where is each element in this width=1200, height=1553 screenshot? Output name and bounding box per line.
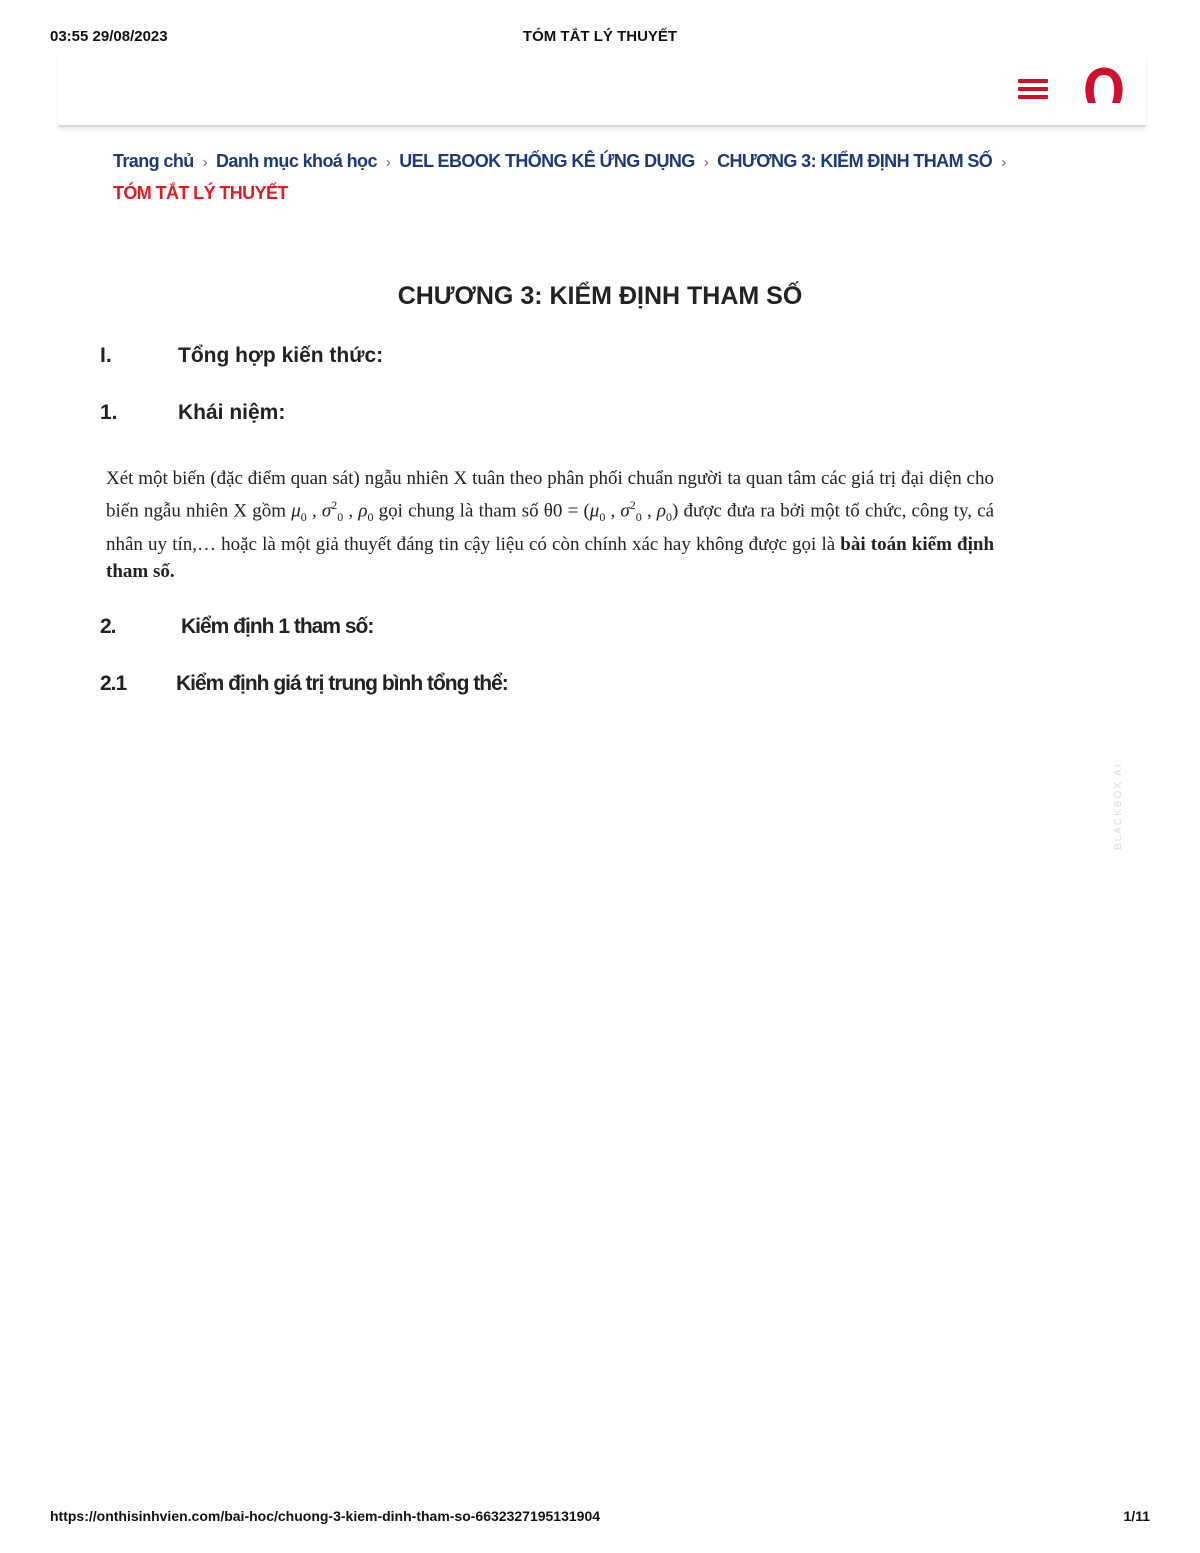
section-number: 2.1 xyxy=(100,672,127,695)
sigma-symbol: σ xyxy=(620,500,630,522)
breadcrumb-home-link[interactable]: Trang chủ xyxy=(113,151,194,171)
section-heading xyxy=(100,672,508,696)
paragraph-text: gọi chung là tham số θ0 = ( xyxy=(378,500,590,522)
print-datetime: 03:55 29/08/2023 xyxy=(50,28,168,45)
breadcrumb-current: TÓM TẮT LÝ THUYẾT xyxy=(113,183,288,203)
section-label: Kiểm định 1 tham số: xyxy=(181,615,374,638)
site-topbar xyxy=(58,55,1146,127)
comma: , xyxy=(348,500,354,522)
subscript: 0 xyxy=(666,510,673,525)
breadcrumb-course-catalog-link[interactable]: Danh mục khoá học xyxy=(216,151,377,171)
section-number: I. xyxy=(100,344,112,367)
section-number: 1. xyxy=(100,401,118,424)
rho-symbol: ρ xyxy=(656,500,667,522)
print-url: https://onthisinhvien.com/bai-hoc/chuong-3-kiem-dinh-tham-so-6632327195131904 xyxy=(50,1508,601,1524)
section-number: 2. xyxy=(100,615,116,638)
section-heading xyxy=(100,344,383,368)
rho-symbol: ρ xyxy=(358,500,368,522)
subscript: 0 xyxy=(337,510,344,525)
mu-symbol: μ xyxy=(291,500,301,522)
superscript: 2 xyxy=(629,498,636,512)
breadcrumb-ebook-link[interactable]: UEL EBOOK THỐNG KÊ ỨNG DỤNG xyxy=(399,151,695,171)
concept-paragraph xyxy=(106,465,994,585)
section-heading xyxy=(100,401,285,425)
section-heading xyxy=(100,615,373,639)
section-label: Kiểm định giá trị trung bình tổng thể: xyxy=(176,672,508,695)
chevron-right-icon: › xyxy=(1001,154,1006,171)
page-title: CHƯƠNG 3: KIỂM ĐỊNH THAM SỐ xyxy=(397,282,803,310)
breadcrumb-chapter-link[interactable]: CHƯƠNG 3: KIỂM ĐỊNH THAM SỐ xyxy=(717,151,993,171)
hamburger-menu-icon[interactable] xyxy=(1018,79,1048,101)
page-number: 1/11 xyxy=(1123,1508,1150,1524)
watermark: BLACKBOX AI xyxy=(1113,762,1124,850)
user-profile-icon[interactable] xyxy=(1080,63,1128,111)
chevron-right-icon: › xyxy=(703,154,709,171)
paragraph-text: Xét một biến (đặc điểm quan sát) ngẫu nhiên X tuân theo phân phối chuẩn người ta quan tâm các giá trị đại diện cho biến ngẫu nhiên X gồm xyxy=(106,468,994,522)
comma: , xyxy=(610,500,616,522)
subscript: 0 xyxy=(599,510,606,525)
paragraph-bold-term: bài toán kiểm định tham số. xyxy=(106,534,995,583)
subscript: 0 xyxy=(367,510,374,525)
paragraph-text: được đưa ra bởi một tổ chức, công ty, cá nhân uy tín,… hoặc là một giả thuyết đáng tin cậy liệu có còn chính xác hay không được gọi là xyxy=(106,500,994,556)
mu-symbol: μ xyxy=(589,500,600,522)
comma: , xyxy=(646,500,652,522)
print-title: TÓM TẮT LÝ THUYẾT xyxy=(522,28,678,45)
subscript: 0 xyxy=(300,510,307,525)
section-label: Tổng hợp kiến thức: xyxy=(178,344,384,367)
chevron-right-icon: › xyxy=(202,154,208,171)
paragraph-text: ) xyxy=(672,500,679,522)
breadcrumb xyxy=(113,146,1093,209)
comma: , xyxy=(311,500,317,522)
chevron-right-icon: › xyxy=(385,154,391,171)
subscript: 0 xyxy=(635,510,642,525)
superscript: 2 xyxy=(331,498,338,512)
print-header xyxy=(50,28,1150,48)
print-footer xyxy=(50,1508,1150,1528)
section-label: Khái niệm: xyxy=(178,401,286,424)
sigma-symbol: σ xyxy=(321,500,332,522)
